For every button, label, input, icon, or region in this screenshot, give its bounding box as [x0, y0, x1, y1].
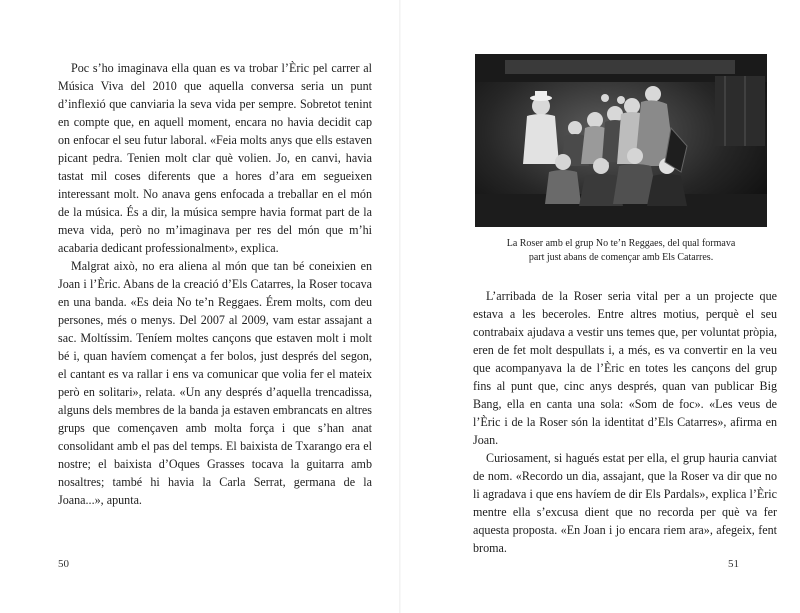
right-paragraph-2: Curiosament, si hagués estat per ella, el grup hauria canviat de nom. «Recordo un dia, assajant, que la Roser va dir que no li agradava i que ens havíem de dir Els Pardals», explica l’Èric mentre ella s’excusa dient que no recorda per què va fer aquesta proposta. «En Joan i jo encara riem ara», afegeix, fent broma.	[473, 451, 777, 555]
left-body-text	[58, 59, 372, 509]
photo-caption	[475, 237, 767, 265]
right-page	[401, 0, 800, 613]
caption-line-2: part just abans de començar amb Els Catarres.	[528, 252, 714, 263]
page-number-right: 51	[728, 558, 739, 570]
left-paragraph-1: Poc s’ho imaginava ella quan es va trobar l’Èric pel carrer al Música Viva del 2010 que aquella conversa seria un punt d’inflexió que canviaria la seva vida per sempre. Sobretot tenint en compte que, en aquell moment, encara no havia decidit cap on enfocar el seu futur laboral. «Feia molts anys que ells estaven picant pedra. Tenien molt clar què volien. Jo, en canvi, havia tastat mil coses diferents que a hores d’ara em segueixen interessant molt. No anava gens enfocada a treballar en el món de la música. És a dir, la música sempre havia format part de la meva vida, però no m’imaginava per res del món que m’hi acabaria dedicant professionalment», explica.	[58, 61, 372, 255]
caption-line-1: La Roser amb el grup No te’n Reggaes, del qual formava	[506, 238, 736, 249]
page-number-left: 50	[58, 558, 69, 570]
band-photo	[475, 54, 767, 227]
right-body-text	[473, 287, 777, 557]
left-page	[0, 0, 399, 613]
right-paragraph-1: L’arribada de la Roser seria vital per a un projecte que estava a les beceroles. Entre altres motius, perquè el seu contrabaix ajudava a vestir uns temes que, per voluntat pròpia, eren de fet molt despullats i, a més, es va convertir en la veu que acompanyava la de l’Èric en totes les cançons del grup fins al punt que, cinc anys després, quan van publicar Big Bang, ella en canta una sola: «Som de foc». «Les veus de l’Èric i de la Roser són la identitat d’Els Catarres», afirma en Joan.	[473, 289, 777, 447]
left-paragraph-2: Malgrat això, no era aliena al món que tan bé coneixien en Joan i l’Èric. Abans de la creació d’Els Catarres, la Roser tocava en una banda. «Es deia No te’n Reggaes. Érem molts, com deu persones, més o menys. Del 2007 al 2009, vam estar assajant a sac. Moltíssim. Teníem moltes cançons que estaven molt i molt bé i, quan havíem començat a fer bolos, just després del segon, el cantant es va rallar i ens va comunicar que volia fer el mateix però en solitari», relata. «Un any després d’aquella trencadissa, alguns dels membres de la banda ja estaven embrancats en altres grups que començaven amb molta força i que s’han anat consolidant amb el pas del temps. El baixista de Txarango era el nostre; el baixista d’Oques Grasses tocava la guitarra amb nosaltres; també hi havia la Carla Serrat, germana de la Joana...», apunta.	[58, 259, 372, 507]
